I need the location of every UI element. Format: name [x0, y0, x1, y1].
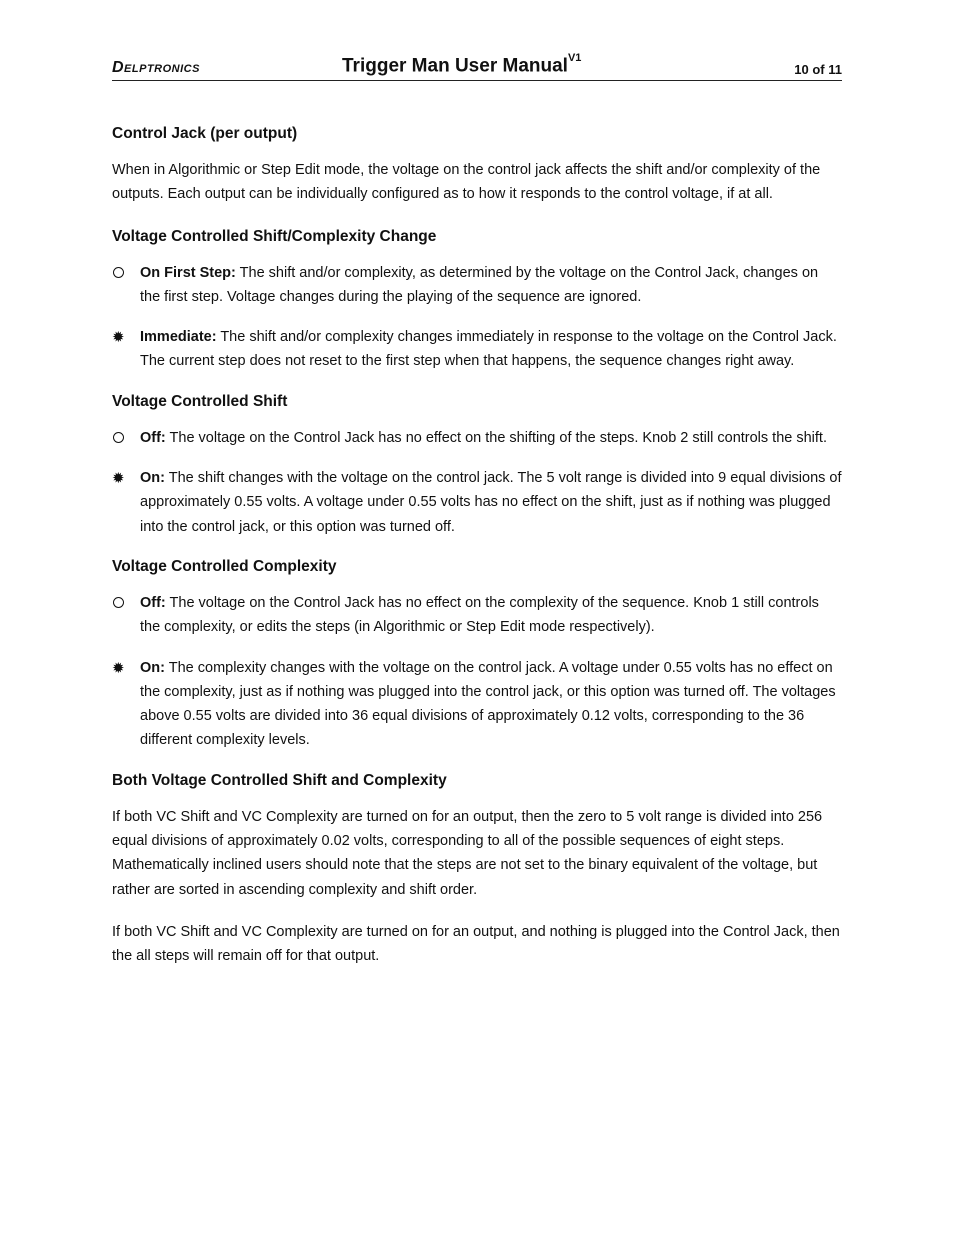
list-item	[112, 656, 842, 753]
section-vc-shift-complexity-change	[112, 225, 842, 374]
section-both-vc	[112, 769, 842, 969]
circle-icon	[113, 597, 124, 608]
body-paragraph: If both VC Shift and VC Complexity are turned on for an output, and nothing is plugged into the Control Jack, then the all steps will remain off for that output.	[112, 923, 840, 965]
brand-logo: Delptronics	[112, 59, 200, 76]
option-text: The complexity changes with the voltage on the control jack. A voltage under 0.55 volts has no effect on the complexity, just as if nothing was plugged into the control jack, or this option was turned off. The voltages above 0.55 volts are divided into 36 equal divisions of approximately 0.12 volts, corresponding to the 36 different complexity levels.	[140, 659, 836, 749]
page-content	[112, 122, 842, 987]
document-version: V1	[567, 52, 582, 64]
circle-icon	[113, 267, 124, 278]
body-paragraph: When in Algorithmic or Step Edit mode, the voltage on the control jack affects the shift and/or complexity of the outputs. Each output can be individually configured as to how it responds to the control voltage, if at all.	[112, 162, 821, 203]
circle-icon	[113, 432, 124, 443]
option-list	[112, 426, 842, 539]
option-label: Off:	[140, 594, 166, 611]
body-paragraph: If both VC Shift and VC Complexity are turned on for an output, then the zero to 5 volt range is divided into 256 equal divisions of approximately 0.02 volts, corresponding to all of the possible sequences of eight steps. Mathematically inclined users should note that the steps are not set to the binary equivalent of the voltage, but rather are sorted in ascending complexity and shift order.	[112, 808, 823, 898]
document-title	[342, 52, 582, 77]
list-item	[112, 325, 842, 374]
list-item	[112, 466, 842, 539]
list-item	[112, 426, 842, 450]
list-item	[112, 591, 842, 640]
option-label: Immediate:	[140, 329, 217, 346]
section-heading: Control Jack (per output)	[112, 125, 298, 142]
page-header	[112, 52, 842, 81]
section-heading: Voltage Controlled Shift/Complexity Change	[112, 227, 437, 245]
section-vc-shift	[112, 390, 842, 539]
list-item	[112, 261, 842, 310]
section-control-jack	[112, 122, 842, 207]
option-text: The shift and/or complexity changes immediately in response to the voltage on the Control Jack. The current step does not reset to the first step when that happens, the sequence changes right away.	[140, 329, 837, 370]
section-heading: Voltage Controlled Complexity	[112, 557, 337, 575]
starburst-icon: ✹	[112, 470, 125, 488]
option-text: The shift and/or complexity, as determined by the voltage on the Control Jack, changes on the first step. Voltage changes during the playing of the sequence are ignored.	[140, 264, 819, 305]
page-number: 10 of 11	[794, 62, 842, 77]
section-vc-complexity	[112, 555, 842, 753]
section-heading: Voltage Controlled Shift	[112, 392, 288, 410]
starburst-icon: ✹	[112, 329, 125, 347]
option-text: The voltage on the Control Jack has no effect on the shifting of the steps. Knob 2 still controls the shift.	[165, 429, 827, 446]
option-text: The voltage on the Control Jack has no effect on the complexity of the sequence. Knob 1 still controls the complexity, or edits the steps (in Algorithmic or Step Edit mode respectively).	[140, 594, 819, 636]
section-heading: Both Voltage Controlled Shift and Complexity	[112, 771, 447, 789]
option-label: On:	[140, 659, 165, 676]
option-label: On First Step:	[140, 264, 236, 281]
option-label: Off:	[140, 429, 166, 446]
option-text: The shift changes with the voltage on the control jack. The 5 volt range is divided into 9 equal divisions of approximately 0.55 volts. A voltage under 0.55 volts has no effect on the shift, just as if nothing was plugged into the control jack, or this option was turned off.	[140, 470, 842, 535]
starburst-icon: ✹	[112, 659, 125, 677]
option-list	[112, 261, 842, 374]
document-title-text: Trigger Man User Manual	[342, 55, 568, 77]
option-list	[112, 591, 842, 753]
option-label: On:	[140, 470, 165, 487]
